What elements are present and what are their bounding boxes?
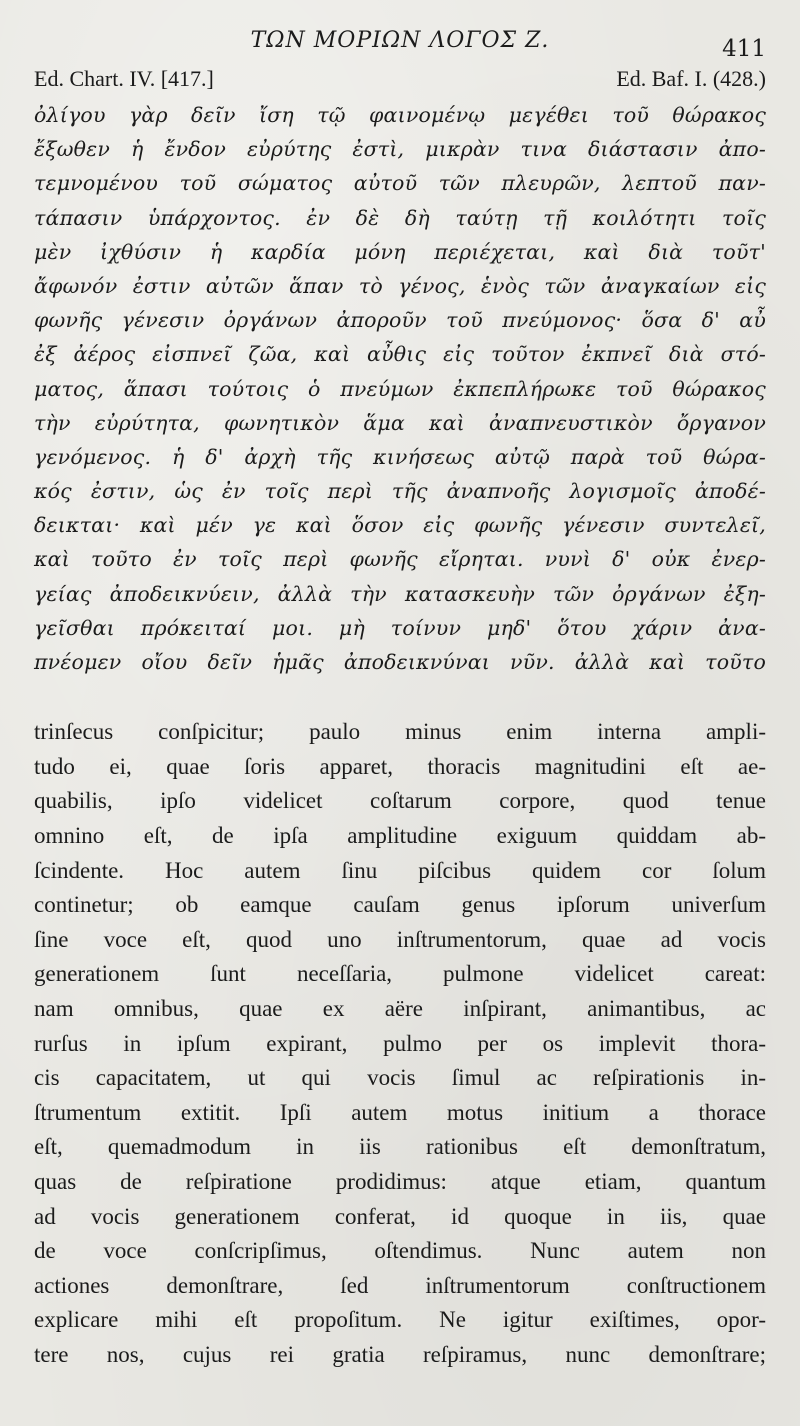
latin-text-line: ſtrumentum extitit. Ipſi autem motus initium a thorace xyxy=(34,1099,766,1125)
edition-basel: Ed. Baf. I. (428.) xyxy=(616,66,766,91)
latin-text-block xyxy=(34,715,766,1372)
greek-text-line: καὶ τοῦτο ἐν τοῖς περὶ φωνῆς εἴρηται. νυνὶ δ' οὐκ ἐνερ- xyxy=(34,547,766,572)
greek-text-line: γενόμενος. ἡ δ' ἀρχὴ τῆς κινήσεως αὐτῷ παρὰ τοῦ θώρα- xyxy=(34,444,766,469)
latin-text-line: continetur; ob eamque cauſam genus ipſorum univerſum xyxy=(34,892,766,918)
greek-text-line: ὀλίγου γὰρ δεῖν ἴση τῷ φαινομένῳ μεγέθει τοῦ θώρακος xyxy=(34,103,766,127)
greek-text-line: τὴν εὐρύτητα, φωνητικὸν ἅμα καὶ ἀναπνευστικὸν ὄργανον xyxy=(34,410,766,435)
latin-text-line: generationem ſunt neceſſaria, pulmone videlicet careat: xyxy=(34,961,766,987)
greek-text-line: ἄφωνόν ἐστιν αὐτῶν ἅπαν τὸ γένος, ἑνὸς τῶν ἀναγκαίων εἰς xyxy=(34,273,766,298)
latin-text-line: quas de reſpiratione prodidimus: atque etiam, quantum xyxy=(34,1168,766,1194)
running-title: ΤΩΝ ΜΟΡΙΩΝ ΛΟΓΟΣ Ζ. xyxy=(250,28,550,53)
latin-text-line: ſine voce eſt, quod uno inſtrumentorum, quae ad vocis xyxy=(34,926,766,952)
latin-text-line: rurſus in ipſum expirant, pulmo per os implevit thora- xyxy=(34,1030,766,1056)
greek-text-line: δεικται· καὶ μέν γε καὶ ὅσον εἰς φωνῆς γένεσιν συντελεῖ, xyxy=(34,513,766,538)
latin-text-line: ſcindente. Hoc autem ſinu piſcibus quidem cor ſolum xyxy=(34,857,766,883)
latin-text-line: trinſecus conſpicitur; paulo minus enim interna ampli- xyxy=(34,719,766,745)
greek-text-line: κός ἐστιν, ὡς ἐν τοῖς περὶ τῆς ἀναπνοῆς λογισμοῖς ἀποδέ- xyxy=(34,479,766,504)
edition-chartier: Ed. Chart. IV. [417.] xyxy=(34,66,214,91)
latin-text-line: quabilis, ipſo videlicet coſtarum corpore, quod tenue xyxy=(34,788,766,814)
greek-text-line: ματος, ἅπασι τούτοις ὁ πνεύμων ἐκπεπλήρωκε τοῦ θώρακος xyxy=(34,376,766,401)
latin-text-line: tudo ei, quae ſoris apparet, thoracis magnitudini eſt ae- xyxy=(34,753,766,779)
latin-text-line: actiones demonſtrare, ſed inſtrumentorum conſtructionem xyxy=(34,1272,766,1298)
latin-text-line: de voce conſcripſimus, oſtendimus. Nunc autem non xyxy=(34,1238,766,1264)
latin-text-line: tere nos, cujus rei gratia reſpiramus, nunc demonſtrare; xyxy=(34,1341,766,1367)
greek-text-block xyxy=(34,98,766,679)
page-number: 411 xyxy=(722,36,766,62)
latin-text-line: omnino eſt, de ipſa amplitudine exiguum quiddam ab- xyxy=(34,822,766,848)
running-head xyxy=(34,22,766,62)
latin-text-line: ad vocis generationem conferat, id quoque in iis, quae xyxy=(34,1203,766,1229)
greek-text-line: πνέομεν οἴου δεῖν ἡμᾶς ἀποδεικνύναι νῦν. ἀλλὰ καὶ τοῦτο xyxy=(34,650,766,674)
edition-reference-line xyxy=(34,62,766,96)
latin-text-line: eſt, quemadmodum in iis rationibus eſt demonſtratum, xyxy=(34,1134,766,1160)
latin-text-line: nam omnibus, quae ex aëre inſpirant, animantibus, ac xyxy=(34,995,766,1021)
latin-text-line: explicare mihi eſt propoſitum. Ne igitur exiſtimes, opor- xyxy=(34,1307,766,1333)
greek-text-line: ἐξ ἀέρος εἰσπνεῖ ζῶα, καὶ αὖθις εἰς τοῦτον ἐκπνεῖ διὰ στό- xyxy=(34,342,766,367)
greek-text-line: γείας ἀποδεικνύειν, ἀλλὰ τὴν κατασκευὴν τῶν ὀργάνων ἐξη- xyxy=(34,581,766,606)
greek-text-line: μὲν ἰχθύσιν ἡ καρδία μόνη περιέχεται, καὶ διὰ τοῦτ' xyxy=(34,239,766,264)
latin-text-line: cis capacitatem, ut qui vocis ſimul ac reſpirationis in- xyxy=(34,1065,766,1091)
greek-text-line: γεῖσθαι πρόκειταί μοι. μὴ τοίνυν μηδ' ὅτου χάριν ἀνα- xyxy=(34,615,766,640)
greek-text-line: τάπασιν ὑπάρχοντος. ἐν δὲ δὴ ταύτῃ τῇ κοιλότητι τοῖς xyxy=(34,205,766,230)
greek-text-line: τεμνομένου τοῦ σώματος αὐτοῦ τῶν πλευρῶν, λεπτοῦ παν- xyxy=(34,171,766,196)
greek-text-line: ἔξωθεν ἡ ἔνδον εὐρύτης ἐστὶ, μικρὰν τινα διάστασιν ἀπο- xyxy=(34,137,766,162)
greek-text-line: φωνῆς γένεσιν ὀργάνων ἀποροῦν τοῦ πνεύμονος· ὅσα δ' αὖ xyxy=(34,308,766,333)
